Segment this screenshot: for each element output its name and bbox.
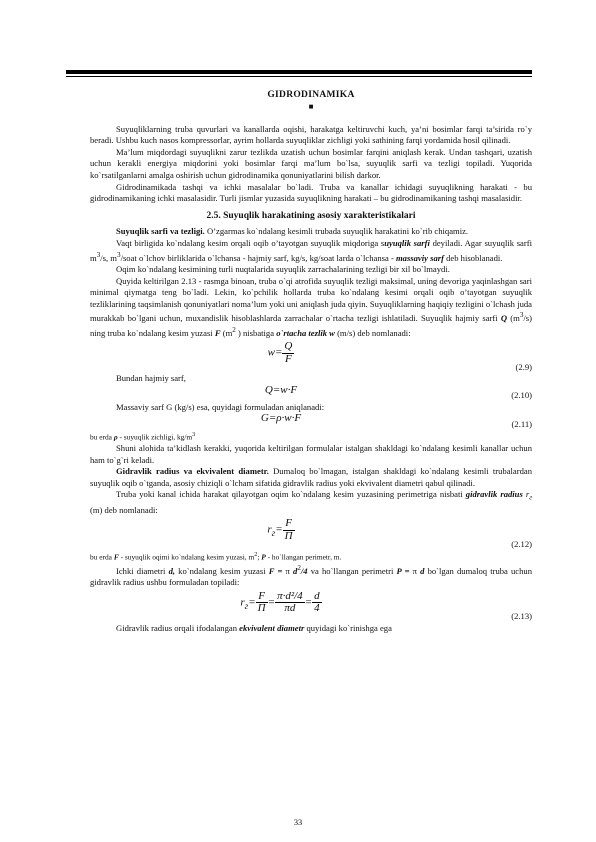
equation-number: (2.9) (515, 361, 532, 372)
intro-paragraph-2: Ma’lum miqdordagi suyuqlikni zarur tezlikda uzatish uchun bosimlar farqini aniqlash kerak. Undan tashqari, uzatish uchun kerakli energiya miqdorini yoki bosimlar farqi ma’lum bo`lsa, suyuqlik sarfi va tezligi topiladi. Yuqorida ko`rsatilganlarni amalga oshirish uchun gidrodinamika qonuniyatlarini bilish darkor. (90, 146, 532, 180)
equation-number: (2.12) (511, 538, 532, 549)
square-marker-icon: ■ (308, 101, 314, 111)
paragraph-hence: Bundan hajmiy sarf, (116, 373, 186, 384)
term-equivalent-diameter: ekvivalent diametr (239, 622, 305, 633)
paragraph-emphasis: Shuni alohida ta’kidlash kerakki, yuqorida keltirilgan formulalar istalgan shakldagi ko`ndalang kesimli kanallar uchun ham to`g`ri keladi. (90, 442, 532, 465)
equation-2-9: w= $\frac{Q}{F}$ (2.9) (267, 340, 532, 372)
equation-2-12: $r_г=$ $\frac{F}{П}$ (2.12) (267, 517, 532, 549)
header-rule-thin (66, 76, 532, 77)
section-title: 2.5. Suyuqlik harakatining asosiy xarakteristikalari (206, 210, 416, 221)
equation-2-11: G=ρ·w·F (2.11) (260, 412, 532, 429)
term-average-velocity: o`rtacha tezlik w (276, 327, 335, 338)
equation-number: (2.13) (511, 611, 532, 622)
page-body (90, 88, 532, 634)
paragraph-circular-pipe: Ichki diametri d, ko`ndalang kesim yuzasi F = π $d^2/4$ va ho`llangan perimetri P = π d bo`lgan dumaloq truba uchun gidravlik radius ushbu formuladan topiladi: (90, 563, 532, 588)
equation-number: (2.10) (511, 390, 532, 401)
equation-2-13: $r_г=$ $\frac{F}{П}$ = $\frac{\text{π·d²/4}}{\pi d}$ = $\frac{d}{4}$ (2.13) (240, 589, 532, 622)
equation-number: (2.11) (511, 418, 532, 429)
equation-2-10: Q=w·F (2.10) (264, 383, 532, 401)
paragraph-flow-rate: Suyuqlik sarfi va tezligi. O’zgarmas ko`ndalang kesimli trubada suyuqlik harakatini ko`rib chiqamiz. (116, 226, 469, 237)
term-flow-rate: uyuqlik sarfi (384, 237, 430, 248)
paragraph-equivalent-diameter: Gidravlik radius orqali ifodalangan ekvivalent diametr quyidagi ko`rinishga ega (116, 622, 392, 633)
paragraph-hydraulic-radius: Gidravlik radius va ekvivalent diametr. Dumaloq bo`lmagan, istalgan shakldagi ko`ndalang kesimli trubalardan suyuqlik oqib o`tganda, asosiy chiziqli o`lcham sifatida gidravlik radius yoki ekvivalent diametri qabul qilinadi. (90, 466, 532, 488)
paragraph-velocity-note: Oqim ko`ndalang kesimining turli nuqtalarida suyuqlik zarrachalarining tezligi bir xil bo`lmaydi. (116, 263, 450, 274)
page-number: 33 (293, 818, 303, 827)
paragraph-average-velocity: Quyida keltirilgan 2.13 - rasmga binoan, truba o`qi atrofida suyuqlik tezligi maksimal, uning devoriga yaqinlashgan sari minimal qiymatga teng bo`ladi. Lekin, ko`pchilik hollarda truba ko`ndalang kesimi orqali oqib o’tayotgan suyuqlik tezliklarining taqsimlanish qonuniyatlari noma’lum yoki uni aniqlash juda qiyin. Suyuqliklarning haqiqiy tezligini o`lchash juda murakkab bo`lgani uchun, muxandislik hisoblashlarda zarrachalar o`rtacha tezligi ishlatiladi. Suyuqlik hajmiy sarfi Q $(m^3/s)$ ning truba ko`ndalang kesim yuzasi F ($m^2$ ) nisbatiga o`rtacha tezlik w (m/s) deb nomlanadi: (90, 275, 532, 338)
intro-paragraph-1: Suyuqliklarning truba quvurlari va kanallarda oqishi, harakatga keltiruvchi kuch, ya’ni bosimlar farqi ta’sirida ro`y beradi. Ushbu kuch nasos kompressorlar, ayrim hollarda suyuqliklar zichligi yoki sathining farqi yordamida hosil qilinadi. (90, 123, 532, 146)
intro-paragraph-3: Gidrodinamikada tashqi va ichki masalalar bo`ladi. Truba va kanallar ichidagi suyuqlikning harakati - bu gidrodinamikaning ichki masalasidir. Turli jismlar yuzasida suyuqlikning harakati – bu gidrodinamikaning tashqi masalasidir. (90, 181, 532, 204)
paragraph-lead: Suyuqlik sarfi va tezligi. (116, 226, 205, 237)
paragraph-definition: Vaqt birligida ko`ndalang kesim orqali oqib o’tayotgan suyuqlik miqdoriga suyuqlik sarfi deyiladi. Agar suyuqlik sarfi $m^3/s$, $m^3$/soat o`lchov birliklarida o`lchansa - hajmiy sarf, kg/s, kg/soat larda o`lchansa - massaviy sarf deb hisoblanadi. (90, 237, 532, 263)
term-mass-flow: massaviy sarf (395, 252, 444, 263)
paragraph-lead: Gidravlik radius va ekvivalent diametr. (116, 466, 269, 477)
term-hydraulic-radius: gidravlik radius (465, 489, 523, 500)
note-density: bu erda ρ - suyuqlik zichligi, $kg/m^3$ (90, 432, 196, 442)
paragraph-radius-definition: Truba yoki kanal ichida harakat qilayotgan oqim ko`ndalang kesim yuzasining perimetriga nisbati gidravlik radius $r_г$ (m) deb nomlanadi: (90, 489, 533, 515)
paragraph-mass-flow: Massaviy sarf G (kg/s) esa, quyidagi formuladan aniqlanadi: (116, 401, 325, 412)
header-rule-thick (66, 70, 532, 74)
note-area-perimeter: bu erda F - suyuqlik oqimi ko`ndalang kesim yuzasi, $m^2$; P - ho`llangan perimetr, m. (90, 552, 342, 562)
chapter-title: GIDRODINAMIKA (267, 90, 355, 100)
